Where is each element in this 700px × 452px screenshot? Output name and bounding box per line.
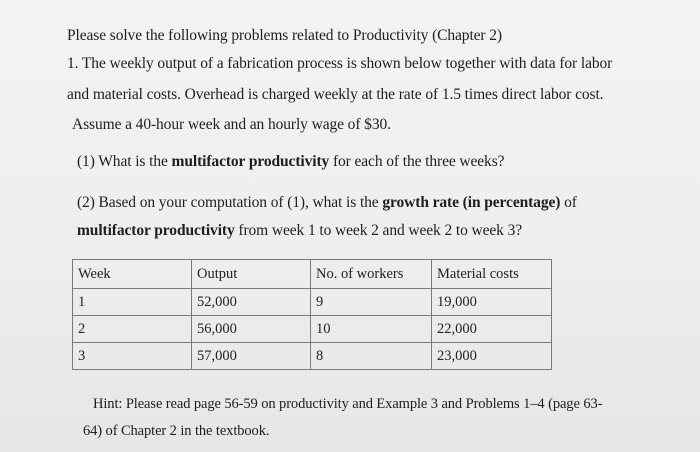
problem1-line3: Assume a 40-hour week and an hourly wage of $30. — [72, 116, 391, 133]
q2-mid: of — [560, 194, 577, 211]
question-2-line1 — [77, 194, 577, 212]
cell-week: 2 — [73, 316, 192, 343]
cell-output: 52,000 — [192, 289, 311, 316]
cell-workers: 10 — [311, 316, 432, 343]
problem1-line1: 1. The weekly output of a fabrication process is shown below together with data for labor — [67, 55, 613, 72]
table-row — [73, 289, 552, 316]
q2-suffix: from week 1 to week 2 and week 2 to week 3? — [234, 222, 523, 239]
question-1 — [77, 153, 504, 171]
cell-workers: 8 — [311, 343, 432, 370]
cell-material: 22,000 — [432, 316, 552, 343]
hint-line2: 64) of Chapter 2 in the textbook. — [83, 423, 270, 439]
cell-material: 23,000 — [432, 343, 552, 370]
intro-line: Please solve the following problems related to Productivity (Chapter 2) — [67, 27, 502, 44]
table-header-row — [73, 260, 552, 289]
table-row — [73, 316, 552, 343]
header-output: Output — [192, 260, 311, 289]
cell-week: 1 — [73, 289, 192, 316]
q1-suffix: for each of the three weeks? — [329, 153, 505, 170]
cell-output: 57,000 — [192, 343, 311, 370]
q2-bold1: growth rate (in percentage) — [382, 194, 561, 211]
problem1-line2: and material costs. Overhead is charged weekly at the rate of 1.5 times direct labor cost. — [67, 86, 604, 103]
q2-prefix: (2) Based on your computation of (1), what is the — [77, 194, 383, 211]
q1-prefix: (1) What is the — [77, 153, 172, 170]
table-row — [73, 343, 552, 370]
header-week: Week — [73, 260, 192, 289]
cell-output: 56,000 — [192, 316, 311, 343]
header-material: Material costs — [432, 260, 552, 289]
data-table — [72, 259, 552, 370]
cell-week: 3 — [73, 343, 192, 370]
q1-bold: multifactor productivity — [171, 153, 330, 170]
q2-bold2: multifactor productivity — [77, 222, 235, 239]
question-2-line2 — [77, 222, 522, 240]
cell-material: 19,000 — [432, 289, 552, 316]
cell-workers: 9 — [311, 289, 432, 316]
header-workers: No. of workers — [311, 260, 432, 289]
hint-line1: Hint: Please read page 56-59 on productivity and Example 3 and Problems 1–4 (page 63- — [93, 396, 603, 412]
